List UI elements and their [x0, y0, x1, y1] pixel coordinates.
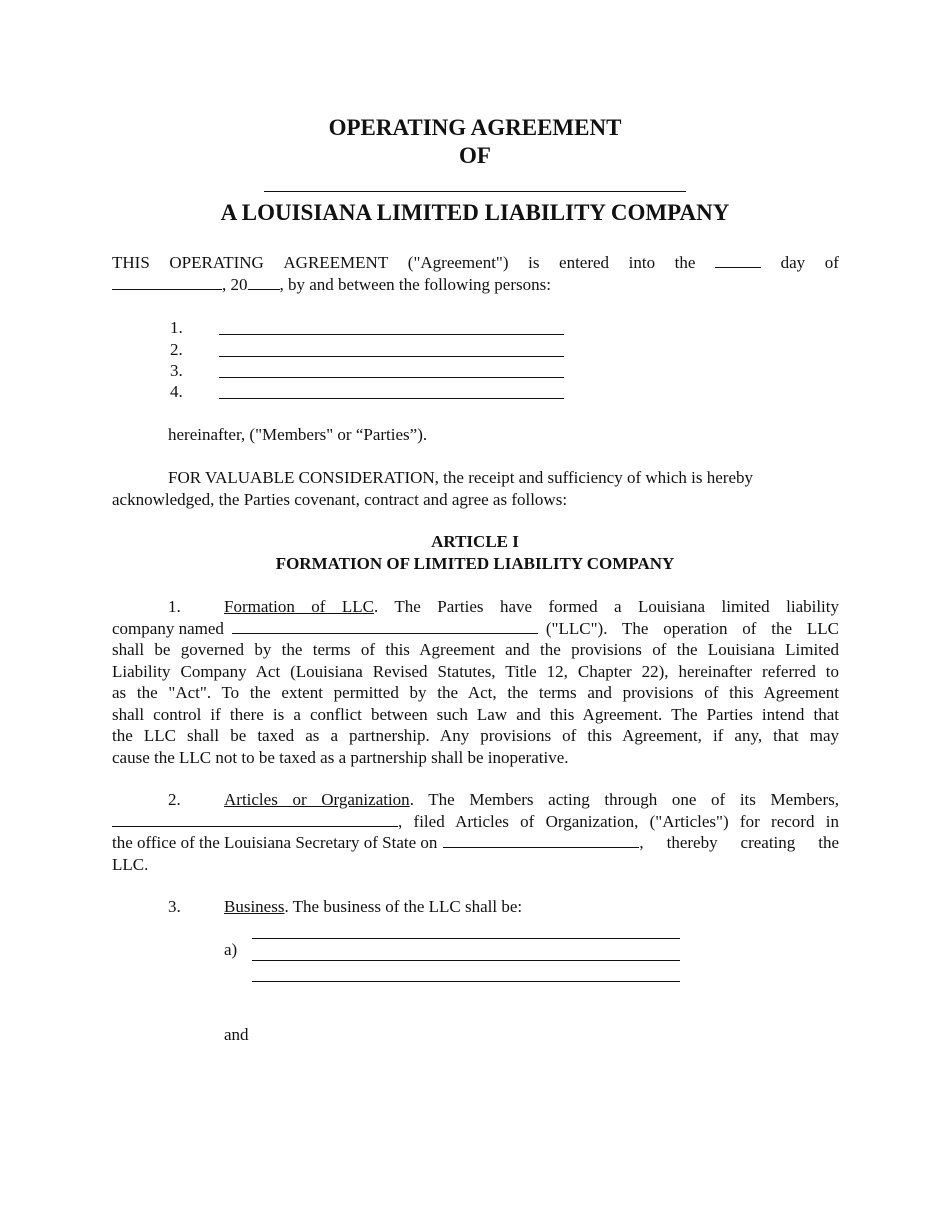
consideration-line-1: FOR VALUABLE CONSIDERATION, the receipt and sufficiency of which is hereby — [168, 468, 753, 487]
section-2-line-3 — [112, 832, 839, 854]
section-2-line-2-text: , filed Articles of Organization, ("Articles") for record in — [398, 811, 839, 831]
section-1-heading: Formation of LLC — [224, 597, 374, 616]
section-3-number: 3. — [168, 897, 181, 916]
person-number: 3. — [170, 361, 183, 380]
section-3-heading: Business — [224, 897, 285, 916]
year-blank — [248, 274, 280, 290]
document-title-of: OF — [459, 143, 491, 168]
article-number: ARTICLE I — [431, 532, 519, 551]
section-1-line-7: the LLC shall be taxed as a partnership. Any provisions of this Agreement, if any, that may — [112, 726, 839, 745]
person-name-blank — [219, 398, 564, 399]
business-purpose-blank — [252, 981, 680, 982]
person-name-blank — [219, 334, 564, 335]
intro-line-2-text: , by and between the following persons: — [279, 274, 551, 294]
section-2 — [112, 789, 839, 875]
person-name-blank — [219, 377, 564, 378]
hereinafter-text: hereinafter, ("Members" or “Parties”). — [168, 425, 428, 444]
document-title: OPERATING AGREEMENT — [328, 115, 622, 140]
person-number: 1. — [170, 318, 183, 337]
section-1-line-6: shall control if there is a conflict between such Law and this Agreement. The Parties intend that — [112, 704, 839, 724]
intro-word: into — [628, 253, 656, 272]
document-subtitle: A LOUISIANA LIMITED LIABILITY COMPANY — [220, 200, 730, 225]
section-2-line-1 — [112, 789, 839, 811]
section-3-text: . The business of the LLC shall be: — [284, 897, 523, 916]
llc-name-blank — [232, 618, 538, 634]
intro-word: THIS — [112, 253, 150, 272]
filing-date-blank — [443, 832, 639, 848]
member-name-blank — [112, 811, 398, 827]
intro-line-1 — [112, 252, 839, 274]
month-blank — [112, 274, 222, 290]
intro-word: the — [674, 253, 696, 272]
intro-paragraph — [112, 252, 839, 295]
business-purpose-blank — [252, 938, 680, 939]
section-2-line-2 — [112, 811, 839, 833]
section-1-line-8: cause the LLC not to be taxed as a partnership shall be inoperative. — [112, 747, 569, 767]
company-name-blank — [264, 191, 686, 192]
section-1-line-4: Liability Company Act (Louisiana Revised Statutes, Title 12, Chapter 22), hereinafter referred to — [112, 661, 839, 681]
section-2-number: 2. — [168, 790, 181, 809]
section-2-heading: Articles or Organization — [224, 790, 410, 809]
intro-word: day — [780, 253, 806, 272]
section-1-line-1-text: . The Parties have formed a Louisiana limited liability — [374, 597, 840, 616]
section-1-company-named: company named — [112, 618, 224, 638]
intro-word: AGREEMENT — [283, 253, 389, 272]
section-1-line-1 — [112, 596, 839, 618]
intro-word: of — [824, 253, 839, 272]
article-title: FORMATION OF LIMITED LIABILITY COMPANY — [275, 554, 675, 573]
person-number: 2. — [170, 340, 183, 359]
person-name-blank — [219, 356, 564, 357]
section-1-line-2-text: ("LLC"). The operation of the LLC — [545, 618, 839, 638]
intro-word: is — [528, 253, 540, 272]
section-1-first-line — [224, 596, 839, 618]
section-2-line-1-text: . The Members acting through one of its Members, — [409, 790, 839, 809]
section-1 — [112, 596, 839, 768]
section-2-line-3-end: , thereby creating the — [639, 833, 839, 852]
intro-word: entered — [559, 253, 610, 272]
section-2-line-4: LLC. — [112, 854, 149, 874]
section-1-line-2 — [112, 618, 839, 640]
and-text: and — [224, 1025, 249, 1044]
person-number: 4. — [170, 382, 183, 401]
section-1-line-3: shall be governed by the terms of this Agreement and the provisions of the Louisiana Limited — [112, 640, 839, 659]
day-blank — [715, 252, 761, 268]
intro-year-prefix: , 20 — [222, 274, 248, 294]
intro-word: ("Agreement") — [407, 253, 509, 272]
section-1-line-5: as the "Act". To the extent permitted by the Act, the terms and provisions of this Agreement — [112, 683, 839, 702]
intro-line-2 — [112, 274, 839, 296]
consideration-line-2: acknowledged, the Parties covenant, contract and agree as follows: — [112, 490, 568, 509]
section-1-number: 1. — [168, 597, 181, 616]
business-purpose-blank — [252, 960, 680, 961]
section-2-line-3-text: the office of the Louisiana Secretary of State on — [112, 833, 438, 852]
intro-word: OPERATING — [169, 253, 264, 272]
section-2-first-line — [224, 789, 839, 811]
section-3-line — [224, 896, 522, 918]
business-item-a-label: a) — [224, 940, 238, 959]
